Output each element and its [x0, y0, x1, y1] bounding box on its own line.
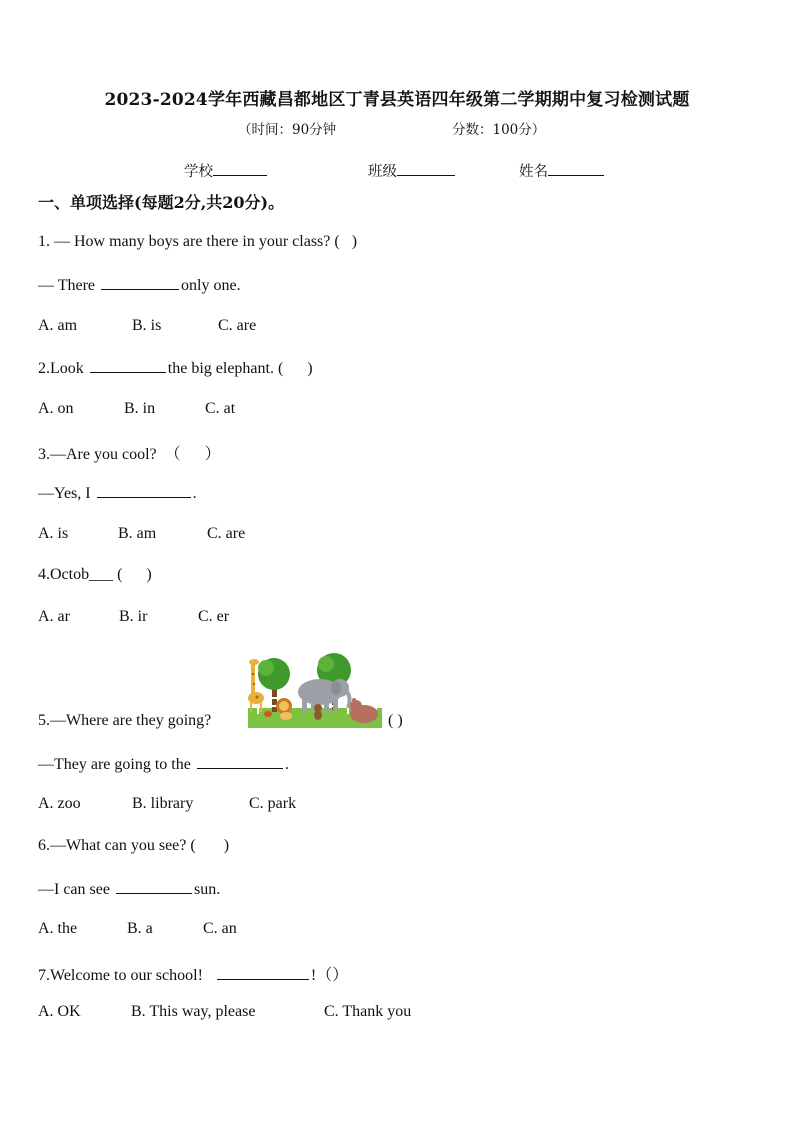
- zoo-picture: [248, 652, 382, 728]
- q4-option-c: C. er: [198, 608, 230, 625]
- q1-option-b: B. is: [132, 317, 162, 334]
- school-blank: [213, 161, 267, 176]
- q3-line2-post: .: [192, 485, 197, 502]
- name-label: 姓名: [519, 164, 548, 180]
- q3-option-a: A. is: [38, 525, 69, 542]
- q1-option-a: A. am: [38, 317, 78, 334]
- q6-option-a: A. the: [38, 920, 78, 937]
- q5-option-b: B. library: [132, 795, 194, 812]
- q1-line2-pre: — There: [38, 277, 100, 294]
- q1-answer-line: [38, 275, 241, 295]
- exam-meta: [238, 118, 546, 138]
- q6-answer-line: [38, 879, 220, 899]
- q7-post: !（）: [310, 967, 349, 984]
- q1-prompt: 1. — How many boys are there in your class? ( ): [38, 233, 358, 250]
- q5-prompt: 5.—Where are they going?: [38, 712, 212, 729]
- q3-option-c: C. are: [207, 525, 246, 542]
- school-field: [184, 160, 267, 181]
- page-title: 2023-2024学年西藏昌都地区丁青县英语四年级第二学期期中复习检测试题: [104, 90, 690, 110]
- q5-paren: ( ): [388, 712, 403, 729]
- q7-option-c: C. Thank you: [324, 1003, 412, 1020]
- q5-option-c: C. park: [249, 795, 297, 812]
- q7-option-b: B. This way, please: [131, 1003, 256, 1020]
- q2-post: the big elephant. ( ): [167, 360, 313, 377]
- q5-option-a: A. zoo: [38, 795, 81, 812]
- name-blank: [548, 161, 604, 176]
- q3-blank: [97, 483, 191, 498]
- q3-line2-pre: —Yes, I: [38, 485, 95, 502]
- q5-line2-pre: —They are going to the: [38, 756, 195, 773]
- q3-option-b: B. am: [118, 525, 157, 542]
- exam-time: （时间：90分钟: [238, 122, 337, 138]
- section-title: 一、单项选择(每题2分,共20分)。: [38, 193, 285, 212]
- q6-blank: [116, 879, 192, 894]
- q4-option-b: B. ir: [119, 608, 148, 625]
- q7-pre: 7.Welcome to our school!: [38, 967, 215, 984]
- q1-blank: [101, 275, 179, 290]
- q2-blank: [90, 358, 166, 373]
- q5-answer-line: [38, 754, 289, 774]
- name-field: [519, 160, 604, 181]
- q7-prompt: [38, 962, 348, 985]
- monkey-icon: [314, 704, 322, 720]
- bird-icon: [264, 711, 272, 717]
- q1-option-c: C. are: [218, 317, 257, 334]
- q1-line2-post: only one.: [181, 277, 241, 294]
- q6-line2-post: sun.: [193, 881, 221, 898]
- q7-blank: [217, 965, 309, 980]
- q6-option-c: C. an: [203, 920, 237, 937]
- hippo-icon: [350, 698, 378, 723]
- q5-blank: [197, 754, 283, 769]
- q3-answer-line: [38, 483, 197, 503]
- q2-prompt: [38, 358, 313, 378]
- q6-line2-pre: —I can see: [38, 881, 114, 898]
- q5-line2-post: .: [284, 756, 289, 773]
- class-field: [368, 160, 455, 181]
- q3-prompt: 3.—Are you cool? （ ）: [38, 446, 221, 463]
- q2-option-c: C. at: [205, 400, 236, 417]
- q7-option-a: A. OK: [38, 1003, 81, 1020]
- q4-option-a: A. ar: [38, 608, 70, 625]
- elephant-icon: [298, 679, 350, 712]
- q6-prompt: 6.—What can you see? ( ): [38, 837, 230, 854]
- school-label: 学校: [184, 164, 213, 180]
- q2-option-b: B. in: [124, 400, 156, 417]
- class-label: 班级: [368, 164, 397, 180]
- q4-prompt: 4.Octob___ ( ): [38, 566, 152, 583]
- class-blank: [397, 161, 455, 176]
- q2-pre: 2.Look: [38, 360, 88, 377]
- q2-option-a: A. on: [38, 400, 74, 417]
- exam-score: 分数：100分）: [452, 122, 546, 138]
- q6-option-b: B. a: [127, 920, 153, 937]
